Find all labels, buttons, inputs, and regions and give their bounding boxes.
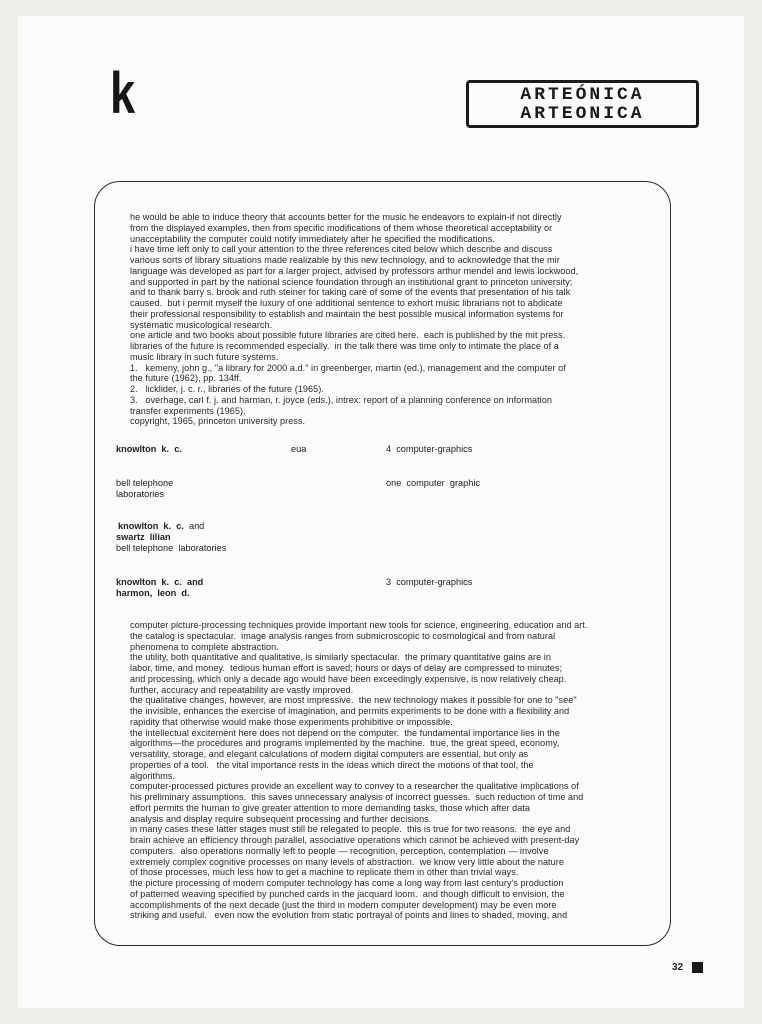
main-text-line: algorithms—the procedures and programs implemented by the machine. true, the great speed, economy,: [130, 738, 560, 749]
main-text-line: and processing, which only a decade ago would have been exceedingly expensive, is now relatively cheap.: [130, 673, 567, 684]
main-text-line: properties of a tool. the vital importance rests in the ideas which direct the motions of that tool, the: [130, 759, 534, 770]
intro-text-line: libraries of the future is recommended especially. in the talk there was time only to intimate the place of a: [130, 341, 559, 351]
main-text-line: effort permits the human to give greater attention to more demanding tasks, those which after data: [130, 802, 531, 813]
page-marker-square: [692, 962, 703, 973]
main-text-line: the picture processing of modern computer technology has come a long way from last century's production: [130, 878, 564, 888]
main-text-line: analysis and display require subsequent processing and further decisions.: [130, 813, 432, 824]
intro-text-line: i have time left only to call your attention to the three references cited below which describe and discuss: [130, 244, 553, 255]
intro-text-line: one article and two books about possible future libraries are cited here. each is published by the mit press.: [130, 330, 566, 341]
entry-3-name-1: [118, 521, 204, 532]
entry-3-affiliation: bell telephone laboratories: [116, 543, 227, 553]
main-text-line: rapidity that otherwise would make those experiments prohibitive or impossible.: [130, 716, 453, 727]
main-text-line: further, accuracy and repeatability are vastly improved.: [130, 684, 354, 695]
intro-text-line: 2. licklider, j. c. r., libraries of the future (1965).: [130, 384, 324, 394]
entry-1-country: eua: [291, 444, 307, 454]
intro-text-line: various sorts of library situations made realizable by this new technology, and to acknowledge that the mir: [130, 255, 560, 265]
intro-text-line: the future (1962), pp. 134ff.: [130, 373, 242, 384]
entry-2-affiliation-1: bell telephone: [116, 478, 174, 488]
entry-4-works: 3 computer-graphics: [386, 577, 473, 587]
intro-text-line: systematic musicological research.: [130, 319, 273, 330]
intro-text-line: transfer experiments (1965).: [130, 405, 246, 416]
intro-text-line: unacceptability the computer could notify immediately after he specified the modifications.: [130, 233, 495, 244]
main-text-line: computers. also operations normally left to people — recognition, perception, contemplation — involve: [130, 845, 549, 856]
intro-text-line: language was developed as part for a larger project, advised by professors arthur mendel and lewis lockwood,: [130, 265, 579, 276]
main-text-line: the qualitative changes, however, are most impressive. the new technology makes it possible for one to "see": [130, 695, 577, 706]
intro-paragraph: [130, 212, 662, 427]
main-text-line: of those processes, much less how to get a machine to replicate them in other than trivial ways.: [130, 867, 519, 878]
main-text-line: his preliminary assumptions. this saves unnecessary analysis of incorrect guesses. such reduction of time and: [130, 792, 584, 802]
entry-3-and: and: [183, 521, 205, 531]
entry-2-affiliation-2: laboratories: [116, 489, 165, 499]
intro-text-line: from the displayed examples, then from specific modifications of them whose theoretical acceptability or: [130, 222, 553, 233]
main-text-line: striking and useful. even now the evolution from static portrayal of points and lines to shaded, moving, and: [130, 910, 568, 921]
arteonica-logo: [466, 80, 699, 128]
intro-text-line: 3. overhage, carl f. j. and harman, r. joyce (eds.), intrex: report of a planning conference on information: [130, 394, 552, 405]
intro-text-line: their professional responsibility to establish and maintain the best possible musical information systems for: [130, 308, 564, 319]
entry-3-name-2: swartz lilian: [116, 532, 171, 542]
section-letter: k: [110, 61, 136, 126]
main-text-line: phenomena to complete abstraction.: [130, 641, 279, 652]
logo-line-1: ARTEÓNICA: [520, 85, 645, 104]
entry-3-name-1-bold: knowlton k. c.: [118, 521, 184, 531]
intro-text-line: and supported in part by the national science foundation through an institutional grant to princeton university;: [130, 276, 573, 287]
intro-text-line: and to thank barry s. brook and ruth steiner for taking care of some of the events that presentation of his talk: [130, 287, 571, 298]
intro-text-line: copyright, 1965, princeton university press.: [130, 416, 306, 427]
main-text-line: of patterned weaving specified by punched cards in the jacquard loom. and though difficult to envision, the: [130, 888, 565, 899]
entry-4-name-1: knowlton k. c. and: [116, 577, 204, 587]
intro-text-line: caused. but i permit myself the luxury of one additional sentence to exhort music librarians not to abdicate: [130, 298, 563, 308]
main-text-line: the intellectual excitement here does not depend on the computer. the fundamental importance lies in the: [130, 727, 560, 738]
main-text-line: computer-processed pictures provide an excellent way to convey to a researcher the qualitative implications of: [130, 781, 579, 792]
intro-text-line: 1. kemeny, john g., "a library for 2000 a.d." in greenberger, martin (ed.), management and the computer of: [130, 362, 566, 373]
intro-text-line: music library in such future systems.: [130, 351, 279, 362]
main-paragraph: [130, 620, 662, 921]
main-text-line: in many cases these latter stages must still be relegated to people. this is true for two reasons. the eye and: [130, 824, 571, 835]
main-text-line: extremely complex cognitive processes on many levels of abstraction. we know very little about the nature: [130, 856, 564, 867]
main-text-line: computer picture-processing techniques provide important new tools for science, engineering, education and art.: [130, 620, 588, 630]
main-text-line: labor, time, and money. tedious human effort is saved; hours or days of delay are compressed to minutes;: [130, 663, 563, 673]
main-text-line: the catalog is spectacular. image analysis ranges from submicroscopic to cosmological and from natural: [130, 630, 556, 641]
main-text-line: the utility, both quantitative and qualitative, is similarly spectacular. the primary quantitative gains are in: [130, 652, 551, 663]
main-text-line: the invisible, enhances the exercise of imagination, and permits experiments to be done with a flexibility and: [130, 706, 570, 716]
entry-4-name-2: harmon, leon d.: [116, 588, 190, 598]
entry-1-works: 4 computer-graphics: [386, 444, 473, 454]
intro-text-line: he would be able to induce theory that accounts better for the music he endeavors to explain-if not directly: [130, 212, 562, 222]
entry-1-name: knowlton k. c.: [116, 444, 182, 454]
entry-2-works: one computer graphic: [386, 478, 480, 488]
logo-line-2: ARTEONICA: [520, 104, 645, 123]
main-text-line: algorithms.: [130, 770, 176, 781]
main-text-line: brain achieve an efficiency through parallel, associative operations which cannot be achieved with present-day: [130, 835, 580, 845]
main-text-line: versatility, storage, and elegant calculations of modern digital computers are essential, but only as: [130, 749, 529, 759]
page-number: 32: [672, 962, 684, 973]
main-text-line: accomplishments of the next decade (just the third in modern computer development) may be even more: [130, 899, 557, 910]
